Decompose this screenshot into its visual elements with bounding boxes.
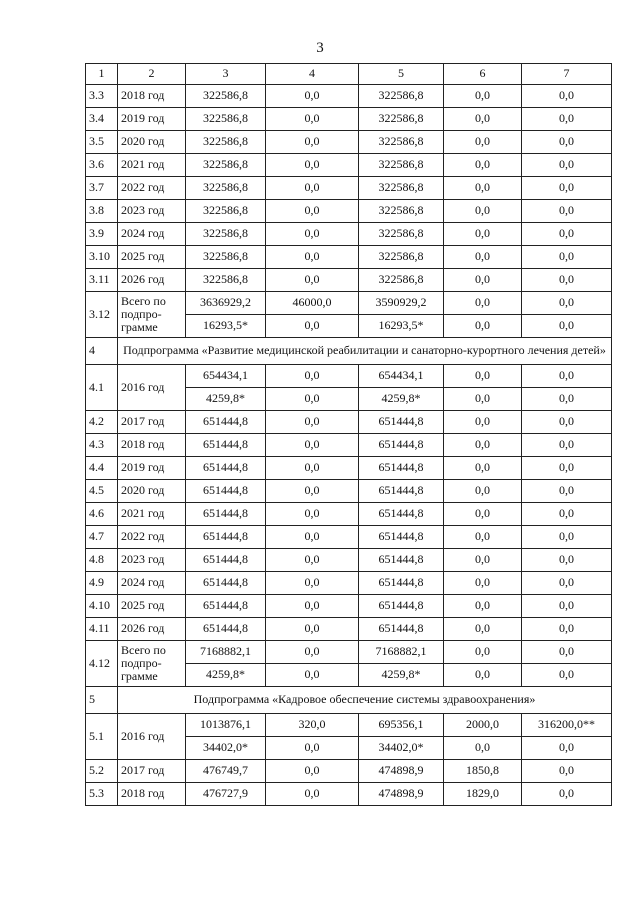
value-cell: 651444,8: [359, 572, 444, 595]
value-cell: 651444,8: [359, 503, 444, 526]
row-year: 2022 год: [118, 177, 186, 200]
value-cell: 0,0: [522, 618, 612, 641]
row-number: 4.7: [86, 526, 118, 549]
value-cell: 651444,8: [186, 572, 266, 595]
row-year: 2018 год: [118, 783, 186, 806]
value-cell: 0,0: [266, 388, 359, 411]
value-cell: 0,0: [266, 783, 359, 806]
table-row: [86, 177, 612, 200]
column-header: 5: [359, 64, 444, 85]
value-cell: 0,0: [444, 572, 522, 595]
value-cell: 0,0: [444, 177, 522, 200]
value-cell: 3590929,2: [359, 292, 444, 315]
value-cell: 316200,0**: [522, 714, 612, 737]
value-cell: 322586,8: [359, 223, 444, 246]
value-cell: 0,0: [444, 595, 522, 618]
value-cell: 2000,0: [444, 714, 522, 737]
value-cell: 1013876,1: [186, 714, 266, 737]
value-cell: 0,0: [444, 526, 522, 549]
value-cell: 322586,8: [359, 154, 444, 177]
value-cell: 654434,1: [359, 365, 444, 388]
row-number: 3.8: [86, 200, 118, 223]
value-cell: 0,0: [266, 503, 359, 526]
value-cell: 651444,8: [186, 411, 266, 434]
value-cell: 0,0: [266, 457, 359, 480]
value-cell: 322586,8: [186, 223, 266, 246]
value-cell: 322586,8: [359, 108, 444, 131]
row-number: 4.4: [86, 457, 118, 480]
row-year: 2021 год: [118, 154, 186, 177]
row-number: 3.7: [86, 177, 118, 200]
value-cell: 0,0: [444, 737, 522, 760]
value-cell: 0,0: [522, 200, 612, 223]
row-number: 5.2: [86, 760, 118, 783]
row-year: 2024 год: [118, 223, 186, 246]
value-cell: 322586,8: [359, 269, 444, 292]
value-cell: 476749,7: [186, 760, 266, 783]
value-cell: 0,0: [522, 131, 612, 154]
column-header: 3: [186, 64, 266, 85]
value-cell: 4259,8*: [186, 664, 266, 687]
row-number: 3.9: [86, 223, 118, 246]
value-cell: 651444,8: [359, 595, 444, 618]
value-cell: 0,0: [266, 737, 359, 760]
value-cell: 0,0: [444, 223, 522, 246]
value-cell: 0,0: [266, 595, 359, 618]
row-year: 2016 год: [118, 714, 186, 760]
value-cell: 651444,8: [359, 549, 444, 572]
row-year: 2018 год: [118, 434, 186, 457]
row-number: 3.5: [86, 131, 118, 154]
value-cell: 0,0: [266, 664, 359, 687]
value-cell: 34402,0*: [186, 737, 266, 760]
value-cell: 0,0: [266, 572, 359, 595]
value-cell: 0,0: [266, 434, 359, 457]
row-year: 2023 год: [118, 200, 186, 223]
row-number: 5.1: [86, 714, 118, 760]
budget-table: [85, 63, 612, 806]
row-number: 4.1: [86, 365, 118, 411]
section-row: [86, 338, 612, 365]
value-cell: 651444,8: [186, 434, 266, 457]
value-cell: 651444,8: [186, 618, 266, 641]
row-number: 4.10: [86, 595, 118, 618]
value-cell: 0,0: [522, 154, 612, 177]
value-cell: 4259,8*: [359, 664, 444, 687]
table-row: [86, 200, 612, 223]
value-cell: 322586,8: [186, 200, 266, 223]
row-year: 2025 год: [118, 246, 186, 269]
value-cell: 0,0: [522, 503, 612, 526]
value-cell: 0,0: [522, 388, 612, 411]
value-cell: 0,0: [266, 108, 359, 131]
value-cell: 0,0: [444, 641, 522, 664]
table-row: [86, 572, 612, 595]
row-year: 2017 год: [118, 411, 186, 434]
row-number: 4.2: [86, 411, 118, 434]
value-cell: 0,0: [522, 595, 612, 618]
row-year: 2020 год: [118, 480, 186, 503]
row-year: 2023 год: [118, 549, 186, 572]
table-row: [86, 154, 612, 177]
value-cell: 0,0: [266, 365, 359, 388]
value-cell: 322586,8: [186, 246, 266, 269]
value-cell: 0,0: [522, 365, 612, 388]
value-cell: 0,0: [522, 315, 612, 338]
value-cell: 322586,8: [186, 131, 266, 154]
row-year: 2019 год: [118, 457, 186, 480]
value-cell: 322586,8: [359, 131, 444, 154]
column-header: 1: [86, 64, 118, 85]
value-cell: 0,0: [266, 177, 359, 200]
table-row: [86, 457, 612, 480]
row-number: 5.3: [86, 783, 118, 806]
column-header: 7: [522, 64, 612, 85]
value-cell: 0,0: [444, 154, 522, 177]
value-cell: 651444,8: [186, 503, 266, 526]
value-cell: 0,0: [444, 549, 522, 572]
value-cell: 0,0: [522, 246, 612, 269]
value-cell: 0,0: [522, 737, 612, 760]
value-cell: 1829,0: [444, 783, 522, 806]
value-cell: 0,0: [522, 760, 612, 783]
value-cell: 16293,5*: [186, 315, 266, 338]
row-year: Всего по подпро-грамме: [118, 292, 186, 338]
row-number: 4.5: [86, 480, 118, 503]
value-cell: 0,0: [266, 269, 359, 292]
value-cell: 322586,8: [186, 269, 266, 292]
table-row: [86, 108, 612, 131]
column-header: 6: [444, 64, 522, 85]
row-number: 3.11: [86, 269, 118, 292]
value-cell: 0,0: [444, 365, 522, 388]
value-cell: 3636929,2: [186, 292, 266, 315]
value-cell: 0,0: [522, 223, 612, 246]
value-cell: 0,0: [444, 411, 522, 434]
row-year: Всего по подпро-грамме: [118, 641, 186, 687]
table-row: [86, 365, 612, 388]
value-cell: 0,0: [444, 388, 522, 411]
table-row: [86, 292, 612, 315]
row-number: 4.8: [86, 549, 118, 572]
value-cell: 322586,8: [186, 108, 266, 131]
value-cell: 651444,8: [186, 549, 266, 572]
row-number: 3.3: [86, 85, 118, 108]
row-year: 2022 год: [118, 526, 186, 549]
row-number: 4.3: [86, 434, 118, 457]
value-cell: 0,0: [266, 641, 359, 664]
row-year: 2026 год: [118, 618, 186, 641]
row-year: 2020 год: [118, 131, 186, 154]
value-cell: 651444,8: [359, 457, 444, 480]
value-cell: 0,0: [522, 411, 612, 434]
table-row: [86, 503, 612, 526]
section-title: Подпрограмма «Развитие медицинской реабилитации и санаторно-курортного лечения детей»: [118, 338, 612, 365]
value-cell: 320,0: [266, 714, 359, 737]
section-number: 5: [86, 687, 118, 714]
value-cell: 0,0: [522, 783, 612, 806]
value-cell: 322586,8: [359, 85, 444, 108]
value-cell: 0,0: [444, 503, 522, 526]
value-cell: 0,0: [522, 641, 612, 664]
value-cell: 4259,8*: [186, 388, 266, 411]
row-number: 3.6: [86, 154, 118, 177]
section-title: Подпрограмма «Кадровое обеспечение системы здравоохранения»: [118, 687, 612, 714]
row-year: 2016 год: [118, 365, 186, 411]
value-cell: 0,0: [266, 200, 359, 223]
value-cell: 7168882,1: [359, 641, 444, 664]
value-cell: 322586,8: [186, 177, 266, 200]
value-cell: 16293,5*: [359, 315, 444, 338]
value-cell: 322586,8: [359, 200, 444, 223]
value-cell: 322586,8: [359, 246, 444, 269]
value-cell: 7168882,1: [186, 641, 266, 664]
value-cell: 0,0: [444, 480, 522, 503]
column-header: 2: [118, 64, 186, 85]
value-cell: 0,0: [522, 292, 612, 315]
value-cell: 322586,8: [186, 85, 266, 108]
table-row: [86, 131, 612, 154]
value-cell: 0,0: [522, 664, 612, 687]
value-cell: 46000,0: [266, 292, 359, 315]
value-cell: 651444,8: [359, 618, 444, 641]
value-cell: 34402,0*: [359, 737, 444, 760]
section-number: 4: [86, 338, 118, 365]
value-cell: 0,0: [444, 664, 522, 687]
value-cell: 0,0: [522, 549, 612, 572]
value-cell: 0,0: [444, 269, 522, 292]
value-cell: 0,0: [444, 246, 522, 269]
table-row: [86, 85, 612, 108]
value-cell: 651444,8: [186, 595, 266, 618]
header-row: [86, 64, 612, 85]
value-cell: 0,0: [266, 549, 359, 572]
value-cell: 0,0: [444, 131, 522, 154]
row-number: 4.12: [86, 641, 118, 687]
table-row: [86, 783, 612, 806]
value-cell: 695356,1: [359, 714, 444, 737]
value-cell: 651444,8: [359, 434, 444, 457]
row-number: 4.6: [86, 503, 118, 526]
value-cell: 0,0: [444, 108, 522, 131]
table-row: [86, 480, 612, 503]
row-year: 2024 год: [118, 572, 186, 595]
row-year: 2026 год: [118, 269, 186, 292]
table-row: [86, 246, 612, 269]
table-row: [86, 434, 612, 457]
value-cell: 0,0: [266, 85, 359, 108]
table-row: [86, 618, 612, 641]
value-cell: 0,0: [444, 315, 522, 338]
value-cell: 0,0: [444, 200, 522, 223]
value-cell: 474898,9: [359, 783, 444, 806]
value-cell: 651444,8: [359, 480, 444, 503]
column-header: 4: [266, 64, 359, 85]
value-cell: 654434,1: [186, 365, 266, 388]
value-cell: 651444,8: [186, 457, 266, 480]
value-cell: 0,0: [266, 315, 359, 338]
row-year: 2018 год: [118, 85, 186, 108]
value-cell: 0,0: [266, 480, 359, 503]
row-number: 4.9: [86, 572, 118, 595]
page-number: 3: [316, 40, 324, 56]
table-row: [86, 549, 612, 572]
value-cell: 0,0: [444, 292, 522, 315]
value-cell: 0,0: [522, 85, 612, 108]
row-number: 3.4: [86, 108, 118, 131]
row-number: 3.12: [86, 292, 118, 338]
value-cell: 651444,8: [186, 526, 266, 549]
value-cell: 0,0: [522, 177, 612, 200]
row-number: 4.11: [86, 618, 118, 641]
value-cell: 0,0: [522, 526, 612, 549]
row-year: 2019 год: [118, 108, 186, 131]
value-cell: 0,0: [522, 457, 612, 480]
row-year: 2025 год: [118, 595, 186, 618]
value-cell: 0,0: [522, 269, 612, 292]
value-cell: 0,0: [266, 411, 359, 434]
value-cell: 651444,8: [359, 411, 444, 434]
value-cell: 0,0: [522, 572, 612, 595]
value-cell: 0,0: [266, 131, 359, 154]
value-cell: 0,0: [266, 223, 359, 246]
value-cell: 0,0: [266, 760, 359, 783]
value-cell: 4259,8*: [359, 388, 444, 411]
row-number: 3.10: [86, 246, 118, 269]
value-cell: 0,0: [444, 618, 522, 641]
value-cell: 0,0: [444, 85, 522, 108]
value-cell: 1850,8: [444, 760, 522, 783]
value-cell: 322586,8: [359, 177, 444, 200]
table-row: [86, 595, 612, 618]
value-cell: 651444,8: [359, 526, 444, 549]
value-cell: 651444,8: [186, 480, 266, 503]
table-row: [86, 714, 612, 737]
value-cell: 0,0: [522, 480, 612, 503]
table-row: [86, 641, 612, 664]
value-cell: 322586,8: [186, 154, 266, 177]
value-cell: 0,0: [266, 526, 359, 549]
value-cell: 474898,9: [359, 760, 444, 783]
table-row: [86, 269, 612, 292]
value-cell: 0,0: [522, 434, 612, 457]
value-cell: 0,0: [444, 434, 522, 457]
table-row: [86, 411, 612, 434]
table-row: [86, 223, 612, 246]
value-cell: 476727,9: [186, 783, 266, 806]
section-row: [86, 687, 612, 714]
value-cell: 0,0: [266, 618, 359, 641]
value-cell: 0,0: [266, 246, 359, 269]
value-cell: 0,0: [522, 108, 612, 131]
row-year: 2021 год: [118, 503, 186, 526]
value-cell: 0,0: [444, 457, 522, 480]
table-row: [86, 526, 612, 549]
table-row: [86, 760, 612, 783]
value-cell: 0,0: [266, 154, 359, 177]
row-year: 2017 год: [118, 760, 186, 783]
